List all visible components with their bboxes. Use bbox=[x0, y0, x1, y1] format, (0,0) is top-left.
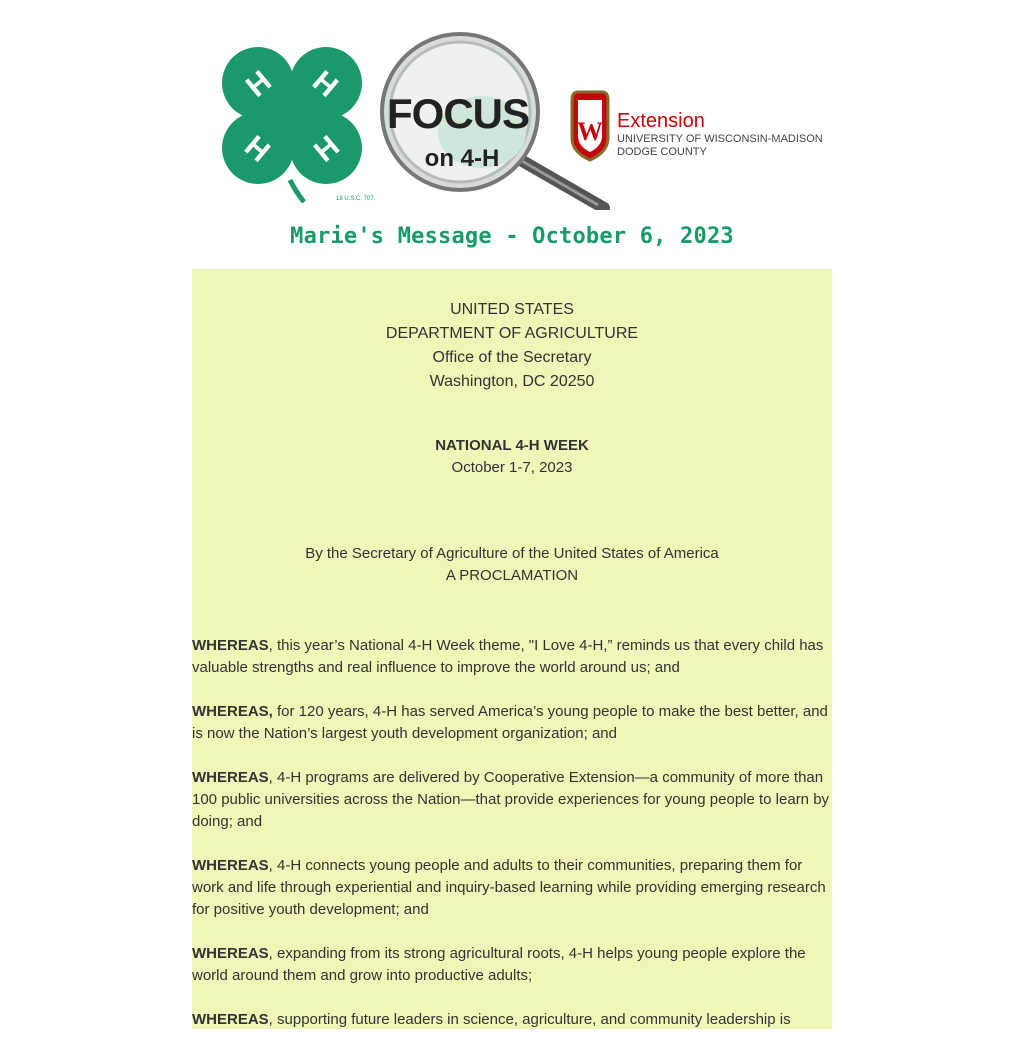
agency-line: Office of the Secretary bbox=[432, 349, 592, 366]
clover-caption: 18 U.S.C. 707 bbox=[336, 196, 374, 202]
agency-line: DEPARTMENT OF AGRICULTURE bbox=[385, 325, 639, 342]
week-block bbox=[192, 435, 832, 479]
page-title: Marie's Message - October 6, 2023 bbox=[290, 224, 734, 249]
whereas-paragraph bbox=[192, 635, 832, 679]
whereas-paragraph bbox=[192, 701, 832, 745]
svg-text:H: H bbox=[238, 129, 276, 169]
focus-sub: on 4-H bbox=[424, 145, 500, 172]
whereas-paragraph bbox=[192, 855, 832, 921]
proclamation-label: A PROCLAMATION bbox=[445, 567, 579, 584]
agency-line: Washington, DC 20250 bbox=[429, 373, 595, 390]
whereas-lead: WHEREAS bbox=[192, 945, 269, 962]
county-name: DODGE COUNTY bbox=[617, 146, 707, 158]
whereas-text: , 4-H connects young people and adults to their communities, preparing them for work and life through experiential and inquiry-based learning while providing emerging research for positive youth development; and bbox=[192, 857, 826, 918]
by-line: By the Secretary of Agriculture of the United States of America bbox=[305, 545, 719, 562]
whereas-text: , expanding from its strong agricultural roots, 4-H helps young people explore the world around them and grow into productive adults; bbox=[192, 945, 806, 984]
proclamation-panel bbox=[192, 269, 832, 1029]
shield-letter: W bbox=[577, 117, 603, 146]
university-name: UNIVERSITY OF WISCONSIN-MADISON bbox=[617, 133, 823, 145]
header-banner bbox=[192, 30, 832, 210]
whereas-text: , this year’s National 4-H Week theme, "I Love 4-H,” reminds us that every child has valuable strengths and real influence to improve the world around us; and bbox=[192, 637, 824, 676]
whereas-paragraph bbox=[192, 1009, 832, 1031]
week-dates: October 1-7, 2023 bbox=[451, 459, 573, 476]
agency-line: UNITED STATES bbox=[450, 301, 574, 318]
svg-text:H: H bbox=[308, 129, 346, 169]
uw-extension-logo bbox=[572, 92, 823, 160]
whereas-lead: WHEREAS bbox=[192, 1011, 269, 1028]
whereas-lead: WHEREAS, bbox=[192, 703, 273, 720]
whereas-text: for 120 years, 4-H has served America’s young people to make the best better, and is now the Nation’s largest youth development organization; and bbox=[192, 703, 828, 742]
whereas-paragraph bbox=[192, 943, 832, 987]
whereas-text: , supporting future leaders in science, agriculture, and community leadership is bbox=[268, 1011, 791, 1028]
whereas-text: , 4-H programs are delivered by Cooperative Extension—a community of more than 100 public universities across the Nation—that provide experiences for young people to learn by doing; and bbox=[192, 769, 830, 830]
whereas-lead: WHEREAS bbox=[192, 769, 269, 786]
whereas-lead: WHEREAS bbox=[192, 857, 269, 874]
focus-word: FOCUS bbox=[387, 90, 529, 137]
svg-text:H: H bbox=[306, 64, 344, 104]
four-h-clover-logo bbox=[222, 47, 374, 202]
agency-header bbox=[192, 298, 832, 394]
extension-word: Extension bbox=[617, 110, 705, 132]
week-title: NATIONAL 4-H WEEK bbox=[435, 437, 589, 454]
proclamation-body bbox=[192, 635, 832, 1053]
svg-text:H: H bbox=[240, 64, 278, 104]
proclamation-intro bbox=[192, 543, 832, 587]
whereas-lead: WHEREAS bbox=[192, 637, 269, 654]
whereas-paragraph bbox=[192, 767, 832, 833]
